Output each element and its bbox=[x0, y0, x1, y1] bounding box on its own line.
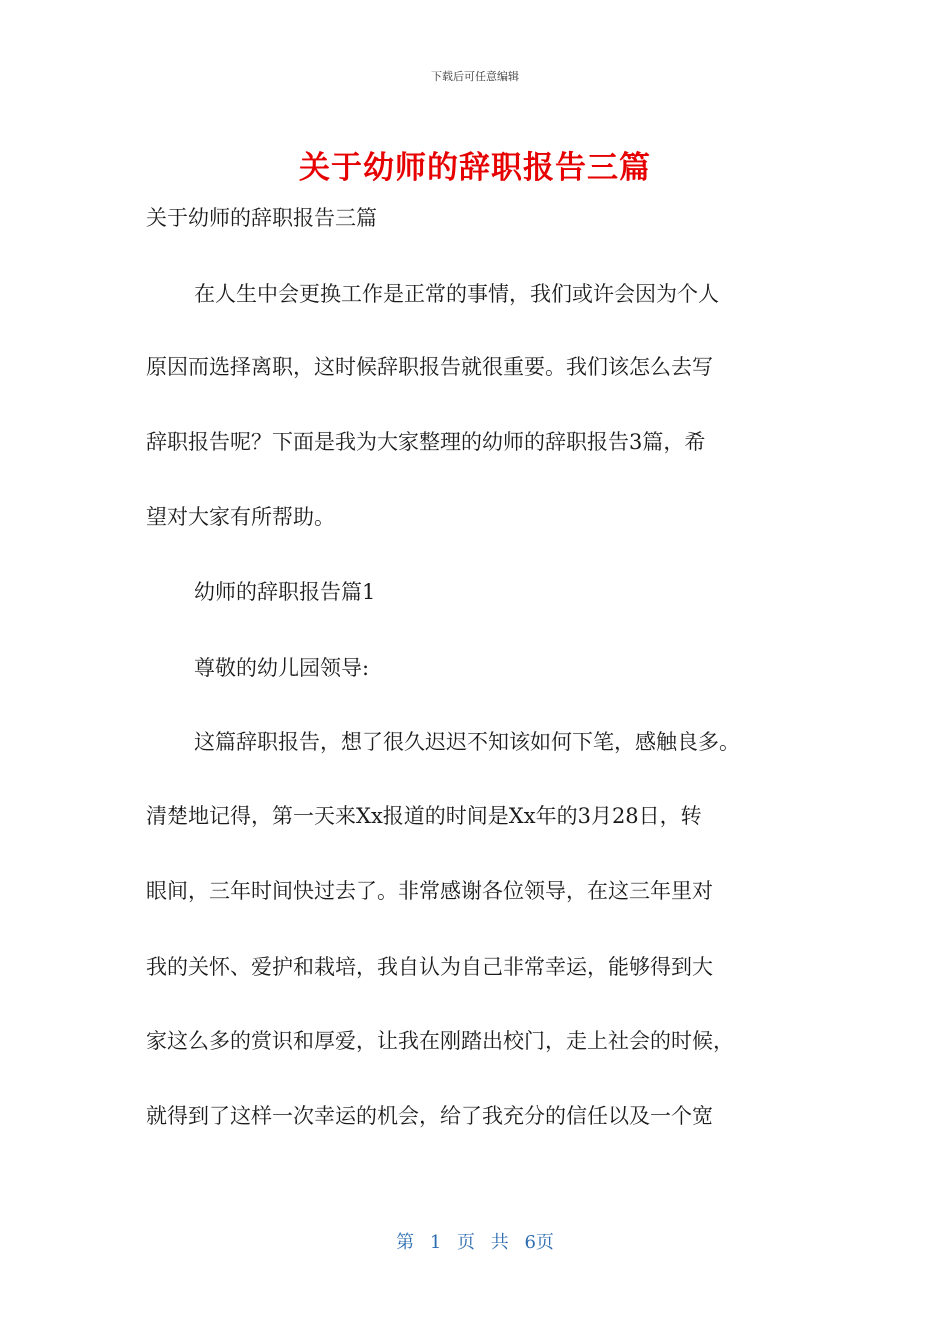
paragraph-line: 辞职报告呢？下面是我为大家整理的幼师的辞职报告3篇，希 bbox=[146, 430, 706, 454]
paragraph-line: 就得到了这样一次幸运的机会，给了我充分的信任以及一个宽 bbox=[146, 1104, 713, 1128]
paragraph-line: 清楚地记得，第一天来Xx报道的时间是Xx年的3月28日，转 bbox=[146, 804, 702, 828]
paragraph-line: 眼间，三年时间快过去了。非常感谢各位领导，在这三年里对 bbox=[146, 879, 713, 903]
footer-current-page: 1 bbox=[429, 1232, 442, 1253]
paragraph-line: 望对大家有所帮助。 bbox=[146, 505, 335, 529]
document-title: 关于幼师的辞职报告三篇 bbox=[299, 150, 651, 186]
footer-page-prefix: 第 bbox=[396, 1232, 415, 1253]
salutation-line: 尊敬的幼儿园领导: bbox=[194, 656, 370, 680]
page-header-note: 下载后可任意编辑 bbox=[431, 70, 519, 83]
paragraph-line: 原因而选择离职，这时候辞职报告就很重要。我们该怎么去写 bbox=[146, 355, 713, 379]
section-heading: 幼师的辞职报告篇1 bbox=[194, 580, 376, 604]
paragraph-line: 家这么多的赏识和厚爱，让我在刚踏出校门，走上社会的时候， bbox=[146, 1029, 734, 1053]
footer-total-pages: 6页 bbox=[524, 1232, 554, 1253]
paragraph-line: 我的关怀、爱护和栽培，我自认为自己非常幸运，能够得到大 bbox=[146, 955, 713, 979]
page-footer bbox=[0, 1228, 950, 1254]
footer-page-unit: 页 bbox=[457, 1232, 475, 1253]
subtitle-line: 关于幼师的辞职报告三篇 bbox=[146, 206, 377, 230]
paragraph-line: 这篇辞职报告，想了很久迟迟不知该如何下笔，感触良多。 bbox=[194, 730, 740, 754]
paragraph-line: 在人生中会更换工作是正常的事情，我们或许会因为个人 bbox=[194, 282, 719, 306]
footer-total-prefix: 共 bbox=[490, 1232, 509, 1253]
